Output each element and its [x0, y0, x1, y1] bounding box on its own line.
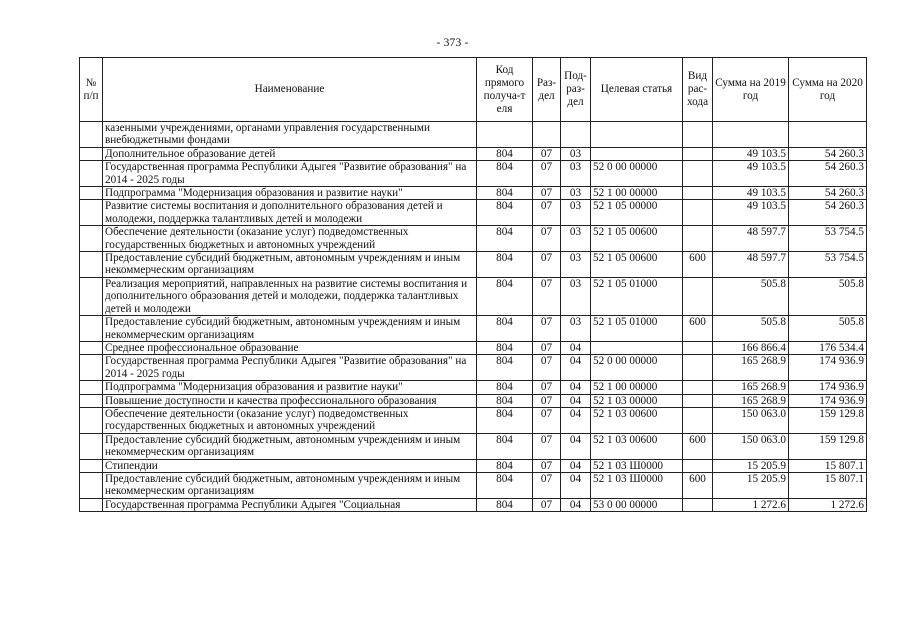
cell-name: Предоставление субсидий бюджетным, автономным учреждениям и иным некоммерческим организациям	[103, 472, 477, 498]
cell-sum-2020: 505.8	[789, 316, 867, 342]
cell-target: 52 1 00 00000	[591, 187, 683, 200]
cell-sum-2019: 165 268.9	[713, 355, 789, 381]
cell-section: 07	[533, 161, 561, 187]
header-sum-2020: Сумма на 2020 год	[789, 58, 867, 122]
cell-kind	[683, 122, 713, 148]
cell-code: 804	[477, 381, 533, 394]
cell-code: 804	[477, 433, 533, 459]
table-row	[80, 277, 867, 315]
cell-target: 52 0 00 00000	[591, 161, 683, 187]
cell-target: 52 1 05 00600	[591, 226, 683, 252]
cell-sum-2019: 49 103.5	[713, 161, 789, 187]
cell-section: 07	[533, 252, 561, 278]
cell-target	[591, 341, 683, 354]
cell-subsection: 04	[561, 459, 591, 472]
cell-target: 52 1 03 00600	[591, 433, 683, 459]
cell-num	[80, 381, 103, 394]
cell-section: 07	[533, 472, 561, 498]
cell-num	[80, 122, 103, 148]
cell-num	[80, 252, 103, 278]
cell-subsection: 03	[561, 147, 591, 160]
cell-name: Повышение доступности и качества профессионального образования	[103, 394, 477, 407]
cell-section: 07	[533, 226, 561, 252]
cell-sum-2019: 150 063.0	[713, 407, 789, 433]
cell-subsection: 03	[561, 316, 591, 342]
cell-code: 804	[477, 161, 533, 187]
cell-kind	[683, 407, 713, 433]
header-subsection: Под-раз-дел	[561, 58, 591, 122]
cell-section: 07	[533, 498, 561, 511]
cell-code: 804	[477, 252, 533, 278]
cell-name: Обеспечение деятельности (оказание услуг) подведомственных государственных бюджетных и автономных учреждений	[103, 407, 477, 433]
cell-kind: 600	[683, 252, 713, 278]
cell-section: 07	[533, 187, 561, 200]
cell-name: Реализация мероприятий, направленных на развитие системы воспитания и дополнительного образования детей и молодежи, поддержка талантливых детей и молодежи	[103, 277, 477, 315]
cell-sum-2020: 15 807.1	[789, 472, 867, 498]
cell-code: 804	[477, 200, 533, 226]
cell-sum-2019: 165 268.9	[713, 394, 789, 407]
cell-target: 52 1 03 00600	[591, 407, 683, 433]
table-header	[80, 58, 867, 122]
cell-target: 52 0 00 00000	[591, 355, 683, 381]
cell-code: 804	[477, 498, 533, 511]
cell-kind	[683, 459, 713, 472]
cell-sum-2019: 49 103.5	[713, 187, 789, 200]
cell-sum-2020: 174 936.9	[789, 394, 867, 407]
cell-subsection	[561, 122, 591, 148]
cell-target: 52 1 03 Ш0000	[591, 472, 683, 498]
cell-subsection: 04	[561, 472, 591, 498]
cell-subsection: 04	[561, 498, 591, 511]
cell-kind	[683, 341, 713, 354]
cell-name: Государственная программа Республики Адыгея "Социальная	[103, 498, 477, 511]
cell-code: 804	[477, 316, 533, 342]
cell-target: 52 1 03 Ш0000	[591, 459, 683, 472]
cell-name: Подпрограмма "Модернизация образования и развитие науки"	[103, 187, 477, 200]
cell-name: Подпрограмма "Модернизация образования и развитие науки"	[103, 381, 477, 394]
cell-code: 804	[477, 147, 533, 160]
cell-kind	[683, 200, 713, 226]
cell-sum-2019: 15 205.9	[713, 472, 789, 498]
cell-num	[80, 394, 103, 407]
header-sum-2019: Сумма на 2019 год	[713, 58, 789, 122]
cell-num	[80, 147, 103, 160]
cell-subsection: 03	[561, 252, 591, 278]
table-row	[80, 341, 867, 354]
cell-subsection: 04	[561, 407, 591, 433]
cell-num	[80, 459, 103, 472]
cell-sum-2019: 165 268.9	[713, 381, 789, 394]
cell-sum-2019: 48 597.7	[713, 226, 789, 252]
cell-kind	[683, 147, 713, 160]
cell-sum-2020: 54 260.3	[789, 161, 867, 187]
cell-kind	[683, 394, 713, 407]
cell-subsection: 03	[561, 161, 591, 187]
page-number: - 373 -	[436, 37, 469, 49]
cell-subsection: 04	[561, 381, 591, 394]
table-row	[80, 200, 867, 226]
header-code: Код прямого получа-т еля	[477, 58, 533, 122]
header-section: Раз-дел	[533, 58, 561, 122]
cell-sum-2020: 54 260.3	[789, 200, 867, 226]
cell-name: казенными учреждениями, органами управления государственными внебюджетными фондами	[103, 122, 477, 148]
cell-sum-2020	[789, 122, 867, 148]
cell-sum-2020: 159 129.8	[789, 433, 867, 459]
table-row	[80, 226, 867, 252]
cell-section: 07	[533, 147, 561, 160]
header-name: Наименование	[103, 58, 477, 122]
cell-name: Среднее профессиональное образование	[103, 341, 477, 354]
cell-section	[533, 122, 561, 148]
cell-kind	[683, 498, 713, 511]
cell-subsection: 04	[561, 341, 591, 354]
cell-code: 804	[477, 277, 533, 315]
table-row	[80, 394, 867, 407]
cell-num	[80, 277, 103, 315]
cell-sum-2020: 159 129.8	[789, 407, 867, 433]
cell-kind: 600	[683, 433, 713, 459]
cell-kind	[683, 226, 713, 252]
cell-subsection: 03	[561, 200, 591, 226]
table-row	[80, 407, 867, 433]
cell-code: 804	[477, 459, 533, 472]
cell-sum-2019: 505.8	[713, 277, 789, 315]
cell-target: 52 1 05 01000	[591, 277, 683, 315]
cell-sum-2020: 174 936.9	[789, 355, 867, 381]
cell-section: 07	[533, 459, 561, 472]
cell-kind	[683, 277, 713, 315]
cell-sum-2020: 54 260.3	[789, 147, 867, 160]
cell-num	[80, 433, 103, 459]
cell-section: 07	[533, 200, 561, 226]
cell-target: 52 1 03 00000	[591, 394, 683, 407]
table-body	[80, 122, 867, 512]
cell-sum-2020: 54 260.3	[789, 187, 867, 200]
table-row	[80, 187, 867, 200]
cell-name: Предоставление субсидий бюджетным, автономным учреждениям и иным некоммерческим организациям	[103, 252, 477, 278]
cell-code	[477, 122, 533, 148]
cell-sum-2020: 53 754.5	[789, 226, 867, 252]
cell-num	[80, 161, 103, 187]
cell-code: 804	[477, 355, 533, 381]
cell-code: 804	[477, 226, 533, 252]
cell-name: Дополнительное образование детей	[103, 147, 477, 160]
cell-sum-2019	[713, 122, 789, 148]
cell-sum-2019: 15 205.9	[713, 459, 789, 472]
cell-num	[80, 200, 103, 226]
cell-section: 07	[533, 407, 561, 433]
cell-sum-2020: 1 272.6	[789, 498, 867, 511]
cell-sum-2020: 53 754.5	[789, 252, 867, 278]
table-row	[80, 433, 867, 459]
cell-kind	[683, 355, 713, 381]
cell-num	[80, 355, 103, 381]
cell-code: 804	[477, 341, 533, 354]
table-row	[80, 122, 867, 148]
header-kind: Вид рас-хода	[683, 58, 713, 122]
cell-target: 52 1 00 00000	[591, 381, 683, 394]
cell-name: Государственная программа Республики Адыгея "Развитие образования" на 2014 - 2025 годы	[103, 161, 477, 187]
cell-sum-2020: 505.8	[789, 277, 867, 315]
cell-subsection: 03	[561, 187, 591, 200]
cell-subsection: 04	[561, 394, 591, 407]
cell-subsection: 04	[561, 355, 591, 381]
cell-name: Стипендии	[103, 459, 477, 472]
cell-name: Обеспечение деятельности (оказание услуг) подведомственных государственных бюджетных и автономных учреждений	[103, 226, 477, 252]
cell-code: 804	[477, 394, 533, 407]
cell-code: 804	[477, 187, 533, 200]
cell-num	[80, 341, 103, 354]
cell-num	[80, 226, 103, 252]
cell-section: 07	[533, 381, 561, 394]
cell-sum-2019: 48 597.7	[713, 252, 789, 278]
cell-sum-2020: 15 807.1	[789, 459, 867, 472]
cell-sum-2019: 1 272.6	[713, 498, 789, 511]
table-row	[80, 161, 867, 187]
cell-target	[591, 147, 683, 160]
cell-sum-2019: 150 063.0	[713, 433, 789, 459]
table-row	[80, 498, 867, 511]
cell-section: 07	[533, 394, 561, 407]
cell-name: Предоставление субсидий бюджетным, автономным учреждениям и иным некоммерческим организациям	[103, 433, 477, 459]
cell-name: Государственная программа Республики Адыгея "Развитие образования" на 2014 - 2025 годы	[103, 355, 477, 381]
cell-sum-2020: 176 534.4	[789, 341, 867, 354]
cell-kind	[683, 381, 713, 394]
table-row	[80, 252, 867, 278]
cell-section: 07	[533, 433, 561, 459]
header-target: Целевая статья	[591, 58, 683, 122]
cell-target: 52 1 05 00000	[591, 200, 683, 226]
cell-sum-2019: 49 103.5	[713, 147, 789, 160]
cell-kind: 600	[683, 472, 713, 498]
header-num: № п/п	[80, 58, 103, 122]
cell-num	[80, 407, 103, 433]
cell-code: 804	[477, 407, 533, 433]
cell-target: 52 1 05 01000	[591, 316, 683, 342]
cell-subsection: 03	[561, 226, 591, 252]
cell-kind	[683, 161, 713, 187]
cell-target	[591, 122, 683, 148]
cell-subsection: 04	[561, 433, 591, 459]
cell-sum-2020: 174 936.9	[789, 381, 867, 394]
table-row	[80, 355, 867, 381]
table-row	[80, 316, 867, 342]
cell-section: 07	[533, 341, 561, 354]
cell-section: 07	[533, 316, 561, 342]
cell-name: Развитие системы воспитания и дополнительного образования детей и молодежи, поддержка талантливых детей и молодежи	[103, 200, 477, 226]
cell-target: 52 1 05 00600	[591, 252, 683, 278]
cell-num	[80, 472, 103, 498]
cell-code: 804	[477, 472, 533, 498]
budget-table	[79, 57, 867, 512]
cell-name: Предоставление субсидий бюджетным, автономным учреждениям и иным некоммерческим организациям	[103, 316, 477, 342]
table-row	[80, 459, 867, 472]
table-row	[80, 381, 867, 394]
cell-section: 07	[533, 355, 561, 381]
cell-subsection: 03	[561, 277, 591, 315]
cell-section: 07	[533, 277, 561, 315]
cell-kind: 600	[683, 316, 713, 342]
table-row	[80, 472, 867, 498]
cell-sum-2019: 166 866.4	[713, 341, 789, 354]
cell-num	[80, 316, 103, 342]
cell-kind	[683, 187, 713, 200]
table-row	[80, 147, 867, 160]
cell-num	[80, 498, 103, 511]
cell-target: 53 0 00 00000	[591, 498, 683, 511]
cell-sum-2019: 49 103.5	[713, 200, 789, 226]
cell-num	[80, 187, 103, 200]
cell-sum-2019: 505.8	[713, 316, 789, 342]
